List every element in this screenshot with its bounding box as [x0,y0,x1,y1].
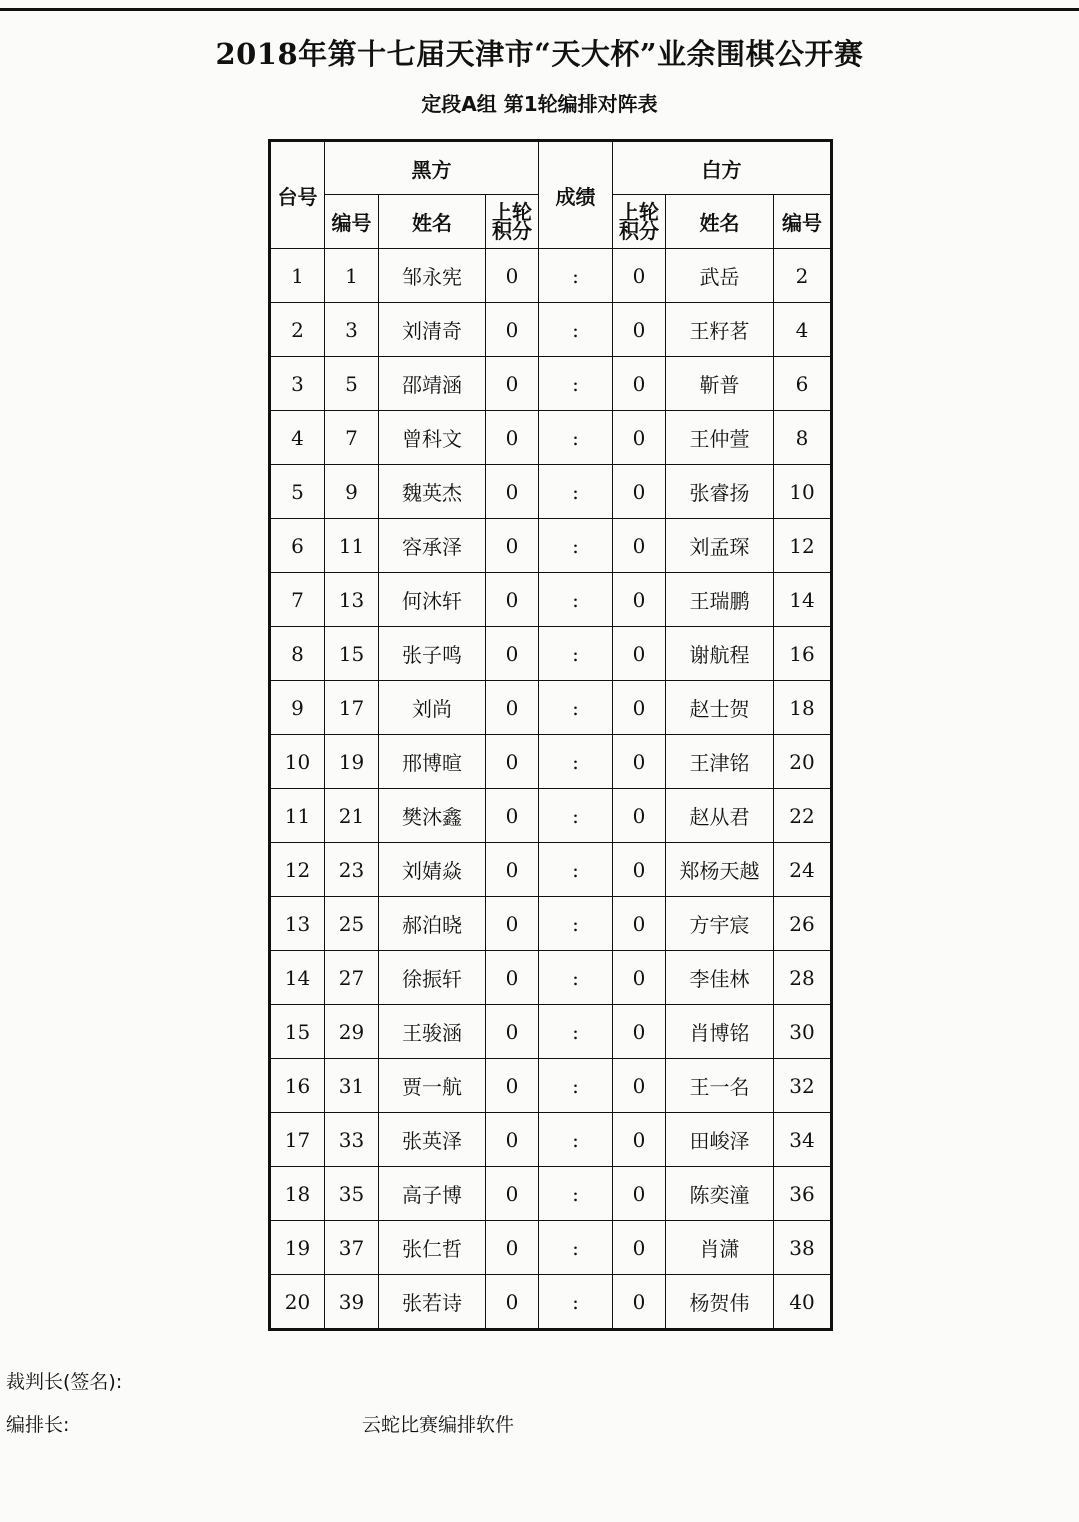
result-cell: : [539,465,613,519]
header-white-id: 编号 [774,195,832,249]
white-id-cell: 18 [774,681,832,735]
result-cell: : [539,357,613,411]
white-score-cell: 0 [613,465,666,519]
table-row [270,627,832,681]
black-id-cell: 13 [325,573,379,627]
white-name-cell: 谢航程 [666,627,774,681]
black-score-cell: 0 [486,249,539,303]
black-score-cell: 0 [486,573,539,627]
header-table-no: 台号 [270,141,325,249]
header-white-prev-score [613,195,666,249]
white-name-cell: 王仲萱 [666,411,774,465]
white-score-cell: 0 [613,1059,666,1113]
table-no-cell: 18 [270,1167,325,1221]
white-name-cell: 王津铭 [666,735,774,789]
white-score-cell: 0 [613,519,666,573]
black-score-cell: 0 [486,951,539,1005]
white-id-cell: 14 [774,573,832,627]
table-row [270,357,832,411]
white-id-cell: 2 [774,249,832,303]
black-name-cell: 邢博暄 [379,735,486,789]
table-row [270,1059,832,1113]
chief-referee-label: 裁判长(签名): [6,1371,123,1393]
black-id-cell: 37 [325,1221,379,1275]
prev-score-bottom: 积分 [492,218,533,243]
table-row [270,465,832,519]
black-score-cell: 0 [486,411,539,465]
header-black-id: 编号 [325,195,379,249]
table-no-cell: 20 [270,1275,325,1330]
result-cell: : [539,249,613,303]
black-name-cell: 何沐轩 [379,573,486,627]
header-white: 白方 [613,141,832,195]
result-cell: : [539,627,613,681]
black-id-cell: 17 [325,681,379,735]
white-id-cell: 26 [774,897,832,951]
black-id-cell: 29 [325,1005,379,1059]
white-id-cell: 32 [774,1059,832,1113]
table-no-cell: 4 [270,411,325,465]
white-name-cell: 郑杨天越 [666,843,774,897]
white-score-cell: 0 [613,573,666,627]
white-id-cell: 10 [774,465,832,519]
white-name-cell: 王籽茗 [666,303,774,357]
table-no-cell: 16 [270,1059,325,1113]
table-row [270,1113,832,1167]
result-cell: : [539,519,613,573]
table-row [270,681,832,735]
white-score-cell: 0 [613,1005,666,1059]
black-name-cell: 张英泽 [379,1113,486,1167]
table-no-cell: 11 [270,789,325,843]
table-row [270,573,832,627]
black-name-cell: 刘婧焱 [379,843,486,897]
white-score-cell: 0 [613,249,666,303]
white-id-cell: 6 [774,357,832,411]
white-score-cell: 0 [613,681,666,735]
table-no-cell: 8 [270,627,325,681]
white-name-cell: 陈奕潼 [666,1167,774,1221]
table-no-cell: 1 [270,249,325,303]
pairing-rows [270,249,832,1330]
black-id-cell: 31 [325,1059,379,1113]
black-name-cell: 刘尚 [379,681,486,735]
black-score-cell: 0 [486,1113,539,1167]
white-id-cell: 36 [774,1167,832,1221]
white-name-cell: 王一名 [666,1059,774,1113]
table-row [270,1275,832,1330]
result-cell: : [539,951,613,1005]
table-no-cell: 5 [270,465,325,519]
table-no-cell: 10 [270,735,325,789]
result-cell: : [539,1275,613,1330]
result-cell: : [539,1059,613,1113]
result-cell: : [539,789,613,843]
table-no-cell: 19 [270,1221,325,1275]
white-name-cell: 靳普 [666,357,774,411]
result-cell: : [539,681,613,735]
table-no-cell: 12 [270,843,325,897]
table-no-cell: 3 [270,357,325,411]
white-score-cell: 0 [613,1221,666,1275]
prev-score-bottom: 积分 [619,218,660,243]
black-score-cell: 0 [486,1167,539,1221]
black-name-cell: 张仁哲 [379,1221,486,1275]
white-name-cell: 田峻泽 [666,1113,774,1167]
black-score-cell: 0 [486,627,539,681]
white-name-cell: 赵士贺 [666,681,774,735]
white-score-cell: 0 [613,1167,666,1221]
table-no-cell: 17 [270,1113,325,1167]
white-id-cell: 8 [774,411,832,465]
white-score-cell: 0 [613,357,666,411]
white-name-cell: 方宇宸 [666,897,774,951]
white-score-cell: 0 [613,1113,666,1167]
black-id-cell: 27 [325,951,379,1005]
result-cell: : [539,897,613,951]
black-name-cell: 樊沐鑫 [379,789,486,843]
black-score-cell: 0 [486,303,539,357]
table-row [270,1221,832,1275]
white-name-cell: 武岳 [666,249,774,303]
white-id-cell: 20 [774,735,832,789]
table-row [270,519,832,573]
header-black: 黑方 [325,141,539,195]
black-id-cell: 11 [325,519,379,573]
black-score-cell: 0 [486,789,539,843]
result-cell: : [539,411,613,465]
black-name-cell: 徐振轩 [379,951,486,1005]
white-name-cell: 肖潇 [666,1221,774,1275]
black-id-cell: 3 [325,303,379,357]
white-score-cell: 0 [613,411,666,465]
black-score-cell: 0 [486,1221,539,1275]
white-name-cell: 刘孟琛 [666,519,774,573]
table-no-cell: 9 [270,681,325,735]
black-name-cell: 高子博 [379,1167,486,1221]
white-score-cell: 0 [613,951,666,1005]
white-name-cell: 肖博铭 [666,1005,774,1059]
white-id-cell: 12 [774,519,832,573]
black-score-cell: 0 [486,1275,539,1330]
white-id-cell: 40 [774,1275,832,1330]
result-cell: : [539,1005,613,1059]
black-id-cell: 39 [325,1275,379,1330]
black-id-cell: 19 [325,735,379,789]
white-score-cell: 0 [613,303,666,357]
table-no-cell: 14 [270,951,325,1005]
black-id-cell: 9 [325,465,379,519]
black-name-cell: 贾一航 [379,1059,486,1113]
black-score-cell: 0 [486,1059,539,1113]
result-cell: : [539,303,613,357]
chief-arranger-label: 编排长: [6,1414,70,1436]
black-name-cell: 王骏涵 [379,1005,486,1059]
table-row [270,789,832,843]
prev-score-top: 上轮 [619,199,660,224]
black-name-cell: 刘清奇 [379,303,486,357]
table-row [270,1167,832,1221]
white-id-cell: 24 [774,843,832,897]
white-score-cell: 0 [613,897,666,951]
black-id-cell: 21 [325,789,379,843]
black-name-cell: 张子鸣 [379,627,486,681]
white-name-cell: 杨贺伟 [666,1275,774,1330]
document-title: 2018年第十七届天津市“天大杯”业余围棋公开赛 [215,37,864,71]
table-row [270,303,832,357]
white-name-cell: 李佳林 [666,951,774,1005]
white-name-cell: 王瑞鹏 [666,573,774,627]
table-no-cell: 6 [270,519,325,573]
header-result: 成绩 [539,141,613,249]
header-white-name: 姓名 [666,195,774,249]
black-score-cell: 0 [486,357,539,411]
white-score-cell: 0 [613,627,666,681]
black-id-cell: 15 [325,627,379,681]
black-id-cell: 25 [325,897,379,951]
header-black-prev-score [486,195,539,249]
table-row [270,951,832,1005]
black-name-cell: 郝泊晓 [379,897,486,951]
black-id-cell: 35 [325,1167,379,1221]
black-score-cell: 0 [486,897,539,951]
white-score-cell: 0 [613,1275,666,1330]
white-id-cell: 28 [774,951,832,1005]
software-label: 云蛇比赛编排软件 [362,1414,515,1436]
white-id-cell: 16 [774,627,832,681]
white-name-cell: 赵从君 [666,789,774,843]
black-name-cell: 张若诗 [379,1275,486,1330]
black-score-cell: 0 [486,843,539,897]
result-cell: : [539,843,613,897]
black-score-cell: 0 [486,1005,539,1059]
black-score-cell: 0 [486,465,539,519]
result-cell: : [539,1167,613,1221]
table-row [270,735,832,789]
black-score-cell: 0 [486,681,539,735]
black-score-cell: 0 [486,519,539,573]
table-row [270,897,832,951]
black-name-cell: 邵靖涵 [379,357,486,411]
table-no-cell: 15 [270,1005,325,1059]
result-cell: : [539,1221,613,1275]
black-id-cell: 33 [325,1113,379,1167]
header-row-top [270,141,832,195]
white-score-cell: 0 [613,735,666,789]
result-cell: : [539,573,613,627]
black-id-cell: 7 [325,411,379,465]
top-rule [0,8,1079,11]
table-row [270,411,832,465]
black-name-cell: 邹永宪 [379,249,486,303]
black-id-cell: 5 [325,357,379,411]
white-id-cell: 4 [774,303,832,357]
result-cell: : [539,1113,613,1167]
black-name-cell: 容承泽 [379,519,486,573]
table-row [270,1005,832,1059]
pairing-table [268,139,833,1331]
table-no-cell: 13 [270,897,325,951]
white-id-cell: 30 [774,1005,832,1059]
result-cell: : [539,735,613,789]
table-no-cell: 7 [270,573,325,627]
white-score-cell: 0 [613,843,666,897]
table-row [270,843,832,897]
black-id-cell: 1 [325,249,379,303]
black-score-cell: 0 [486,735,539,789]
prev-score-top: 上轮 [492,199,533,224]
white-id-cell: 34 [774,1113,832,1167]
table-no-cell: 2 [270,303,325,357]
table-row [270,249,832,303]
white-name-cell: 张睿扬 [666,465,774,519]
document-subtitle: 定段A组 第1轮编排对阵表 [421,92,658,116]
header-black-name: 姓名 [379,195,486,249]
white-id-cell: 38 [774,1221,832,1275]
black-name-cell: 曾科文 [379,411,486,465]
black-id-cell: 23 [325,843,379,897]
white-score-cell: 0 [613,789,666,843]
white-id-cell: 22 [774,789,832,843]
black-name-cell: 魏英杰 [379,465,486,519]
